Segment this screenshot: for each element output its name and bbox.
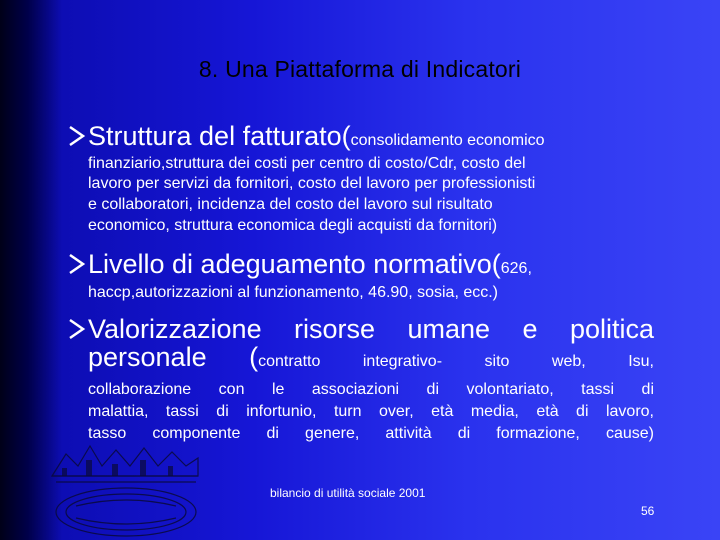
bullet-2-heading: Livello di adeguamento normativo( bbox=[88, 249, 501, 279]
footer-text: bilancio di utilità sociale 2001 bbox=[270, 486, 426, 500]
bullet-1-line-4: economico, struttura economica degli acquisti da fornitori) bbox=[88, 217, 498, 234]
arrow-bullet-icon bbox=[68, 125, 86, 147]
bullet-1-line-2: lavoro per servizi da fornitori, costo del lavoro per professionisti bbox=[88, 175, 536, 192]
bullet-1-heading: Struttura del fatturato( bbox=[88, 121, 351, 151]
bullet-3-heading-line-2 bbox=[88, 342, 654, 373]
arrow-bullet-icon bbox=[68, 253, 86, 275]
bullet-1-line-1: finanziario,struttura dei costi per centro di costo/Cdr, costo del bbox=[88, 155, 526, 172]
bullet-3-heading2: personale bbox=[88, 342, 207, 372]
bullet-3-line-1: collaborazione con le associazioni di volontariato, tassi di bbox=[88, 381, 654, 398]
city-seal-logo bbox=[46, 436, 206, 540]
bullet-1-line-3: e collaboratori, incidenza del costo del lavoro sul risultato bbox=[88, 196, 493, 213]
page-number: 56 bbox=[641, 504, 655, 518]
bullet-3-heading: Valorizzazione risorse umane e politica bbox=[88, 314, 654, 344]
bullet-2-line-1: haccp,autorizzazioni al funzionamento, 46.90, sosia, ecc.) bbox=[88, 284, 499, 301]
bullet-3-line-3: tasso componente di genere, attività di formazione, cause) bbox=[88, 425, 654, 442]
bullet-1-text bbox=[88, 121, 545, 152]
slide-title: 8. Una Piattaforma di Indicatori bbox=[198, 56, 522, 82]
bullet-3-inline: contratto integrativo- sito web, Isu, bbox=[258, 353, 655, 370]
arrow-bullet-icon bbox=[68, 318, 86, 340]
bullet-2-text bbox=[88, 249, 532, 280]
bullet-1-inline: consolidamento economico bbox=[350, 132, 545, 149]
bullet-3-line-2: malattia, tassi di infortunio, turn over, età media, età di lavoro, bbox=[88, 403, 654, 420]
bullet-3-paren: ( bbox=[249, 342, 259, 372]
bullet-2-inline: 626, bbox=[500, 260, 532, 277]
